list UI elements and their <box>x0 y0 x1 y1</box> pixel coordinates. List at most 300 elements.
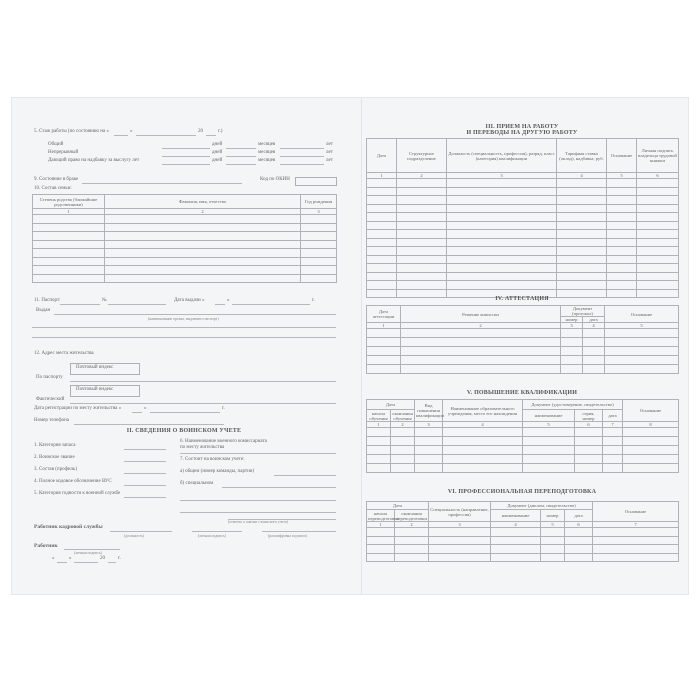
s3-cell[interactable] <box>557 187 607 196</box>
s3-cell[interactable] <box>447 247 557 256</box>
family-cell[interactable] <box>301 232 337 241</box>
s3-cell[interactable] <box>557 272 607 281</box>
actual-line[interactable] <box>70 403 336 404</box>
s3-cell[interactable] <box>607 230 637 239</box>
military-removal-line[interactable] <box>228 519 336 520</box>
s3-header-position: Должность (специальность, профессия), разряд, класс (категория) квалификации <box>447 139 557 173</box>
s4-cell[interactable] <box>583 347 605 356</box>
s5-cell[interactable] <box>391 428 415 437</box>
s4-cell[interactable] <box>367 338 401 347</box>
stazh-days-line[interactable] <box>162 164 210 165</box>
s3-cell[interactable] <box>637 247 679 256</box>
s3-cell[interactable] <box>607 221 637 230</box>
s3-cell[interactable] <box>397 247 447 256</box>
military-left-line[interactable] <box>124 461 166 462</box>
issued-line-3[interactable] <box>32 337 336 338</box>
s5-num: 7 <box>603 422 623 428</box>
s4-header-basis: Основание <box>605 306 679 323</box>
worker-sign-line[interactable] <box>64 549 120 550</box>
s3-cell[interactable] <box>637 187 679 196</box>
s5-num: 6 <box>575 422 603 428</box>
s5-row <box>367 455 679 464</box>
s3-cell[interactable] <box>397 272 447 281</box>
s6-cell[interactable] <box>565 553 593 562</box>
issued-line-2[interactable] <box>32 327 336 328</box>
okin-box[interactable] <box>295 177 337 186</box>
s4-cell[interactable] <box>367 347 401 356</box>
s4-cell[interactable] <box>583 338 605 347</box>
family-cell[interactable] <box>105 274 301 283</box>
passport-day-line[interactable] <box>215 304 225 305</box>
family-cell[interactable] <box>105 232 301 241</box>
s6-cell[interactable] <box>367 528 395 537</box>
s3-cell[interactable] <box>557 255 607 264</box>
item5-year-suffix: г.) <box>218 129 223 134</box>
s5-cell[interactable] <box>443 428 523 437</box>
phone-line[interactable] <box>74 424 224 425</box>
s6-cell[interactable] <box>491 553 541 562</box>
s4-row <box>367 365 679 374</box>
passport-number-line[interactable] <box>108 304 166 305</box>
s4-cell[interactable] <box>605 338 679 347</box>
s6-cell[interactable] <box>541 528 565 537</box>
s4-cell[interactable] <box>401 356 561 365</box>
s3-cell[interactable] <box>637 213 679 222</box>
s4-cell[interactable] <box>583 365 605 374</box>
item5-year-prefix: 20 <box>198 129 203 134</box>
s3-cell[interactable] <box>447 187 557 196</box>
page-fold <box>361 98 362 594</box>
s5-cell[interactable] <box>523 437 575 446</box>
s4-cell[interactable] <box>605 365 679 374</box>
military-right-label: 7. Состоит на воинском учете: <box>180 457 245 462</box>
s5-cell[interactable] <box>603 428 623 437</box>
s3-cell[interactable] <box>637 196 679 205</box>
s3-cell[interactable] <box>397 238 447 247</box>
s3-num: 4 <box>557 173 607 179</box>
s4-cell[interactable] <box>401 347 561 356</box>
hr-name-line[interactable] <box>262 531 336 532</box>
s3-cell[interactable] <box>367 238 397 247</box>
family-cell[interactable] <box>105 215 301 224</box>
s3-cell[interactable] <box>637 281 679 290</box>
family-cell[interactable] <box>105 249 301 258</box>
s4-sub-number: номер <box>561 317 583 323</box>
by-passport-line[interactable] <box>70 381 336 382</box>
stazh-years-line[interactable] <box>280 156 324 157</box>
s6-num: 7 <box>593 522 679 528</box>
s5-cell[interactable] <box>367 464 391 473</box>
family-cell[interactable] <box>301 215 337 224</box>
s6-num: 5 <box>541 522 565 528</box>
s6-header-document: Документ (диплом, свидетельство) <box>491 502 593 510</box>
s3-cell[interactable] <box>557 264 607 273</box>
s5-cell[interactable] <box>575 446 603 455</box>
s3-cell[interactable] <box>637 264 679 273</box>
family-num-2: 2 <box>105 209 301 215</box>
s6-cell[interactable] <box>395 536 429 545</box>
passport-series-line[interactable] <box>60 304 100 305</box>
family-cell[interactable] <box>301 257 337 266</box>
s6-cell[interactable] <box>541 545 565 554</box>
s3-header-signature: Личная подпись владельца трудовой книжки <box>637 139 679 173</box>
phone-label: Номер телефона <box>34 418 69 423</box>
s3-cell[interactable] <box>447 179 557 188</box>
s5-cell[interactable] <box>603 455 623 464</box>
stazh-days-line[interactable] <box>162 156 210 157</box>
family-cell[interactable] <box>33 223 105 232</box>
military-extra-line[interactable] <box>180 512 336 513</box>
s3-cell[interactable] <box>367 272 397 281</box>
s5-cell[interactable] <box>575 428 603 437</box>
s3-cell[interactable] <box>607 272 637 281</box>
s3-num: 3 <box>447 173 557 179</box>
military-left-label: 2. Воинское звание <box>34 455 75 460</box>
s6-cell[interactable] <box>429 545 491 554</box>
s4-cell[interactable] <box>605 347 679 356</box>
stazh-years-label: лет <box>326 158 333 163</box>
military-commissariat-line[interactable] <box>180 453 336 454</box>
s3-cell[interactable] <box>447 272 557 281</box>
s5-cell[interactable] <box>391 455 415 464</box>
military-extra-line[interactable] <box>180 500 336 501</box>
s5-cell[interactable] <box>443 464 523 473</box>
military-left-line[interactable] <box>124 485 166 486</box>
family-header-year: Год рождения <box>301 195 337 209</box>
s4-cell[interactable] <box>401 365 561 374</box>
s5-cell[interactable] <box>443 437 523 446</box>
s3-cell[interactable] <box>367 179 397 188</box>
s3-num: 5 <box>607 173 637 179</box>
family-cell[interactable] <box>105 266 301 275</box>
s3-cell[interactable] <box>447 221 557 230</box>
s6-cell[interactable] <box>491 545 541 554</box>
s6-cell[interactable] <box>541 553 565 562</box>
s5-cell[interactable] <box>367 437 391 446</box>
s3-cell[interactable] <box>447 238 557 247</box>
s5-cell[interactable] <box>391 446 415 455</box>
family-cell[interactable] <box>301 266 337 275</box>
s3-cell[interactable] <box>367 204 397 213</box>
s5-cell[interactable] <box>391 464 415 473</box>
s6-cell[interactable] <box>429 536 491 545</box>
s5-cell[interactable] <box>623 428 679 437</box>
family-cell[interactable] <box>105 257 301 266</box>
s3-cell[interactable] <box>447 281 557 290</box>
s3-cell[interactable] <box>637 204 679 213</box>
family-cell[interactable] <box>105 223 301 232</box>
s3-cell[interactable] <box>607 255 637 264</box>
s3-cell[interactable] <box>397 196 447 205</box>
s3-header-basis: Основание <box>607 139 637 173</box>
family-cell[interactable] <box>33 240 105 249</box>
hr-position-line[interactable] <box>110 531 172 532</box>
item5-year-line[interactable] <box>206 135 216 136</box>
worker-year-line[interactable] <box>108 562 116 563</box>
s6-cell[interactable] <box>429 553 491 562</box>
passport-no-label: № <box>102 298 107 303</box>
s4-cell[interactable] <box>401 329 561 338</box>
s3-cell[interactable] <box>637 179 679 188</box>
military-left-line[interactable] <box>124 449 166 450</box>
section3-title-line1: III. ПРИЕМ НА РАБОТУ <box>485 124 559 130</box>
s5-cell[interactable] <box>623 437 679 446</box>
worker-month-line[interactable] <box>74 562 98 563</box>
s3-cell[interactable] <box>397 204 447 213</box>
family-row <box>33 257 337 266</box>
s5-cell[interactable] <box>415 428 443 437</box>
family-cell[interactable] <box>33 215 105 224</box>
s6-sub-number: номер <box>541 510 565 522</box>
s3-cell[interactable] <box>447 196 557 205</box>
s4-cell[interactable] <box>561 356 583 365</box>
s6-cell[interactable] <box>541 536 565 545</box>
actual-label: Фактический <box>36 397 65 402</box>
s3-cell[interactable] <box>557 221 607 230</box>
family-row <box>33 240 337 249</box>
s6-sub-end: окончания переподготовки <box>396 510 427 521</box>
s6-cell[interactable] <box>491 536 541 545</box>
s5-cell[interactable] <box>603 437 623 446</box>
s6-cell[interactable] <box>593 536 679 545</box>
stazh-months-line[interactable] <box>226 148 256 149</box>
s3-cell[interactable] <box>447 255 557 264</box>
s5-cell[interactable] <box>391 437 415 446</box>
s6-row <box>367 536 679 545</box>
s3-cell[interactable] <box>447 213 557 222</box>
section2-title: II. СВЕДЕНИЯ О ВОИНСКОМ УЧЕТЕ <box>126 428 242 434</box>
reg-month-line[interactable] <box>150 412 220 413</box>
s3-cell[interactable] <box>367 230 397 239</box>
s4-cell[interactable] <box>367 365 401 374</box>
s3-cell[interactable] <box>607 179 637 188</box>
s5-cell[interactable] <box>603 446 623 455</box>
s3-cell[interactable] <box>557 230 607 239</box>
s4-cell[interactable] <box>367 356 401 365</box>
s4-cell[interactable] <box>367 329 401 338</box>
military-left-line[interactable] <box>124 473 166 474</box>
s3-row <box>367 247 679 256</box>
s3-cell[interactable] <box>607 238 637 247</box>
s5-cell[interactable] <box>415 437 443 446</box>
s5-cell[interactable] <box>603 464 623 473</box>
s3-cell[interactable] <box>557 213 607 222</box>
s3-cell[interactable] <box>637 255 679 264</box>
s6-cell[interactable] <box>593 528 679 537</box>
s6-cell[interactable] <box>565 536 593 545</box>
s3-cell[interactable] <box>367 196 397 205</box>
s5-cell[interactable] <box>623 464 679 473</box>
s6-cell[interactable] <box>429 528 491 537</box>
s3-cell[interactable] <box>367 221 397 230</box>
s5-cell[interactable] <box>367 428 391 437</box>
s5-cell[interactable] <box>415 455 443 464</box>
s6-cell[interactable] <box>367 536 395 545</box>
s6-cell[interactable] <box>367 553 395 562</box>
family-cell[interactable] <box>33 274 105 283</box>
military-special-line[interactable] <box>222 487 336 488</box>
passport-month-line[interactable] <box>232 304 310 305</box>
s3-cell[interactable] <box>447 204 557 213</box>
stazh-days-label: дней <box>212 142 223 147</box>
s3-cell[interactable] <box>447 230 557 239</box>
s3-cell[interactable] <box>557 196 607 205</box>
passport-year-label: г. <box>312 298 315 303</box>
s6-cell[interactable] <box>593 545 679 554</box>
s3-cell[interactable] <box>637 221 679 230</box>
military-left-line[interactable] <box>124 497 166 498</box>
s3-cell[interactable] <box>397 187 447 196</box>
s6-cell[interactable] <box>491 528 541 537</box>
s4-cell[interactable] <box>561 365 583 374</box>
s5-cell[interactable] <box>623 455 679 464</box>
s3-cell[interactable] <box>557 238 607 247</box>
stazh-years-line[interactable] <box>280 148 324 149</box>
s3-cell[interactable] <box>367 247 397 256</box>
s5-cell[interactable] <box>575 464 603 473</box>
family-header-name: Фамилия, имя, отчество <box>105 195 301 209</box>
item5-label: 5. Стаж работы (по состоянию на « <box>34 129 109 134</box>
s4-cell[interactable] <box>583 356 605 365</box>
military-right-label: 6. Наименование военного комиссариата по месту жительства <box>180 439 267 450</box>
s5-cell[interactable] <box>367 455 391 464</box>
s5-cell[interactable] <box>523 464 575 473</box>
s4-num: 5 <box>605 323 679 329</box>
military-left-label: 5. Категория годности к военной службе <box>34 491 121 496</box>
marital-status-line[interactable] <box>82 183 242 184</box>
s6-cell[interactable] <box>395 553 429 562</box>
s3-cell[interactable] <box>397 264 447 273</box>
reg-day-line[interactable] <box>132 412 142 413</box>
family-cell[interactable] <box>33 232 105 241</box>
family-cell[interactable] <box>33 249 105 258</box>
item5-day-line[interactable] <box>114 135 128 136</box>
s6-cell[interactable] <box>565 528 593 537</box>
stazh-days-line[interactable] <box>162 148 210 149</box>
worker-day-line[interactable] <box>57 562 67 563</box>
s3-cell[interactable] <box>637 230 679 239</box>
s3-cell[interactable] <box>637 238 679 247</box>
s3-cell[interactable] <box>367 255 397 264</box>
s5-cell[interactable] <box>575 437 603 446</box>
s3-cell[interactable] <box>557 247 607 256</box>
family-cell[interactable] <box>105 240 301 249</box>
s3-cell[interactable] <box>557 281 607 290</box>
s3-cell[interactable] <box>557 179 607 188</box>
s4-cell[interactable] <box>605 329 679 338</box>
s3-cell[interactable] <box>607 204 637 213</box>
s3-cell[interactable] <box>397 179 447 188</box>
s5-sub-end: окончания обучения <box>392 410 413 421</box>
s3-num: 1 <box>367 173 397 179</box>
s3-cell[interactable] <box>367 281 397 290</box>
zip-label-1: Почтовый индекс <box>76 365 114 370</box>
worker-year-suffix: г. <box>118 556 121 561</box>
family-cell[interactable] <box>301 223 337 232</box>
s3-cell[interactable] <box>397 230 447 239</box>
s3-cell[interactable] <box>637 272 679 281</box>
s5-sub-name: наименование <box>523 410 575 422</box>
s4-header-document: Документ (протокол) <box>561 306 605 317</box>
s3-cell[interactable] <box>557 204 607 213</box>
item5-month-line[interactable] <box>136 135 196 136</box>
s4-cell[interactable] <box>583 329 605 338</box>
stazh-months-label: месяцев <box>258 158 276 163</box>
s3-row <box>367 179 679 188</box>
s3-cell[interactable] <box>607 187 637 196</box>
s3-cell[interactable] <box>447 264 557 273</box>
stazh-years-line[interactable] <box>280 164 324 165</box>
s6-cell[interactable] <box>565 545 593 554</box>
s6-sub-start: начала переподготовки <box>368 510 399 521</box>
family-cell[interactable] <box>301 249 337 258</box>
s6-num: 2 <box>395 522 429 528</box>
stazh-months-line[interactable] <box>226 164 256 165</box>
s3-cell[interactable] <box>397 213 447 222</box>
s5-cell[interactable] <box>415 446 443 455</box>
s6-cell[interactable] <box>367 545 395 554</box>
s6-row <box>367 553 679 562</box>
s3-cell[interactable] <box>367 187 397 196</box>
s5-cell[interactable] <box>575 455 603 464</box>
s3-cell[interactable] <box>607 264 637 273</box>
s3-row <box>367 221 679 230</box>
family-cell[interactable] <box>33 266 105 275</box>
okin-label: Код по ОКИН <box>260 177 290 182</box>
s4-cell[interactable] <box>561 347 583 356</box>
s6-cell[interactable] <box>395 545 429 554</box>
worker-date-mid: » <box>69 556 72 561</box>
s3-cell[interactable] <box>607 213 637 222</box>
s6-num: 6 <box>565 522 593 528</box>
hr-sign-line[interactable] <box>192 531 242 532</box>
s4-cell[interactable] <box>561 338 583 347</box>
s3-cell[interactable] <box>607 196 637 205</box>
s3-cell[interactable] <box>607 281 637 290</box>
s3-cell[interactable] <box>397 255 447 264</box>
s3-cell[interactable] <box>397 221 447 230</box>
s6-row <box>367 528 679 537</box>
stazh-months-line[interactable] <box>226 156 256 157</box>
stazh-row-label: Общий <box>48 142 64 147</box>
family-cell[interactable] <box>301 274 337 283</box>
military-general-line[interactable] <box>274 475 336 476</box>
s3-row <box>367 238 679 247</box>
s5-cell[interactable] <box>623 446 679 455</box>
family-cell[interactable] <box>33 257 105 266</box>
s6-cell[interactable] <box>593 553 679 562</box>
s3-num: 6 <box>637 173 679 179</box>
s5-cell[interactable] <box>443 455 523 464</box>
s5-cell[interactable] <box>415 464 443 473</box>
s3-cell[interactable] <box>607 247 637 256</box>
s4-cell[interactable] <box>605 356 679 365</box>
family-cell[interactable] <box>301 240 337 249</box>
s5-cell[interactable] <box>523 428 575 437</box>
s4-cell[interactable] <box>401 338 561 347</box>
s5-cell[interactable] <box>443 446 523 455</box>
s5-cell[interactable] <box>523 455 575 464</box>
issued-line[interactable] <box>54 314 336 315</box>
s3-cell[interactable] <box>367 264 397 273</box>
s3-cell[interactable] <box>397 281 447 290</box>
stazh-months-label: месяцев <box>258 142 276 147</box>
s6-cell[interactable] <box>395 528 429 537</box>
s5-cell[interactable] <box>523 446 575 455</box>
s5-cell[interactable] <box>367 446 391 455</box>
s3-cell[interactable] <box>367 213 397 222</box>
s4-cell[interactable] <box>561 329 583 338</box>
